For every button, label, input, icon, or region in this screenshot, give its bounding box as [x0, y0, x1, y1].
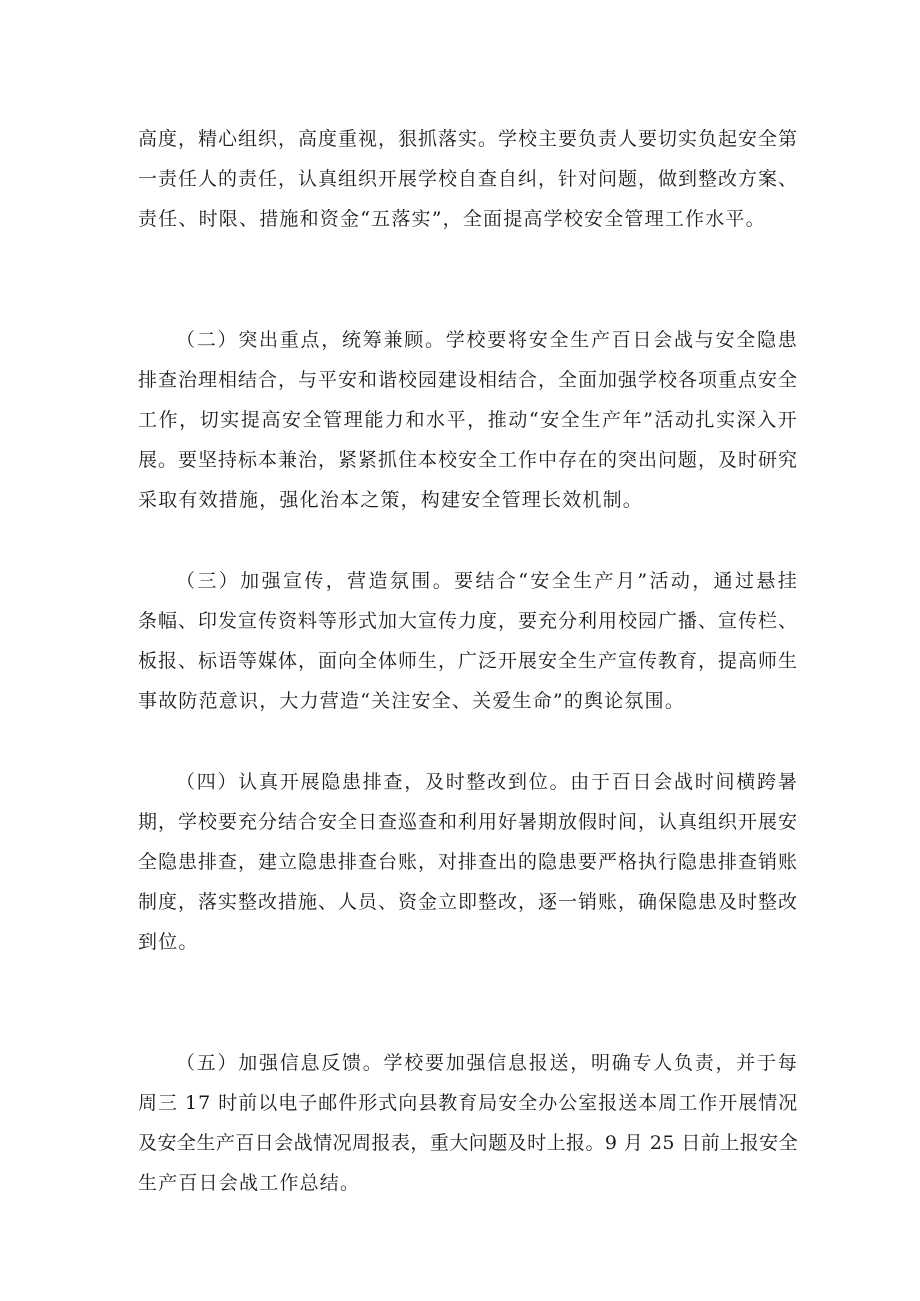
- text-line: （五）加强信息反馈。学校要加强信息报送，明确专人负责，并于每: [176, 1052, 798, 1074]
- text-line: 到位。: [138, 931, 199, 953]
- text-line: 展。要坚持标本兼治，紧紧抓住本校安全工作中存在的突出问题，及时研究: [138, 449, 799, 471]
- paragraph-section-5: [138, 1043, 798, 1203]
- paragraph-section-3: [138, 561, 798, 721]
- text-line: 及安全生产百日会战情况周报表，重大问题及时上报。9 月 25 日前上报安全: [138, 1132, 798, 1154]
- text-line: 周三 17 时前以电子邮件形式向县教育局安全办公室报送本周工作开展情况: [138, 1092, 799, 1114]
- text-line: 条幅、印发宣传资料等形式加大宣传力度，要充分利用校园广播、宣传栏、: [138, 610, 799, 632]
- paragraph-section-4: [138, 762, 798, 962]
- text-line: 事故防范意识，大力营造“关注安全、关爱生命”的舆论氛围。: [138, 690, 686, 712]
- text-line: 板报、标语等媒体，面向全体师生，广泛开展安全生产宣传教育，提高师生: [138, 650, 799, 672]
- text-line: 期，学校要充分结合安全日查巡查和利用好暑期放假时间，认真组织开展安: [138, 811, 799, 833]
- paragraph-continuation: [138, 119, 798, 239]
- text-line: 制度，落实整改措施、人员、资金立即整改，逐一销账，确保隐患及时整改: [138, 891, 799, 913]
- text-line: （三）加强宣传，营造氛围。要结合“安全生产月”活动，通过悬挂: [176, 570, 798, 592]
- text-line: （二）突出重点，统筹兼顾。学校要将安全生产百日会战与安全隐患: [176, 329, 798, 351]
- text-line: 责任、时限、措施和资金“五落实”，全面提高学校安全管理工作水平。: [138, 208, 766, 230]
- text-line: 全隐患排查，建立隐患排查台账，对排查出的隐患要严格执行隐患排查销账: [138, 851, 799, 873]
- text-line: （四）认真开展隐患排查，及时整改到位。由于百日会战时间横跨暑: [176, 771, 798, 793]
- text-line: 工作，切实提高安全管理能力和水平，推动“安全生产年”活动扎实深入开: [138, 409, 798, 431]
- text-line: 采取有效措施，强化治本之策，构建安全管理长效机制。: [138, 489, 644, 511]
- text-line: 排查治理相结合，与平安和谐校园建设相结合，全面加强学校各项重点安全: [138, 369, 799, 391]
- paragraph-section-2: [138, 320, 798, 520]
- text-line: 生产百日会战工作总结。: [138, 1172, 361, 1194]
- text-line: 高度，精心组织，高度重视，狠抓落实。学校主要负责人要切实负起安全第: [138, 128, 799, 150]
- text-line: 一责任人的责任，认真组织开展学校自查自纠，针对问题，做到整改方案、: [138, 168, 799, 190]
